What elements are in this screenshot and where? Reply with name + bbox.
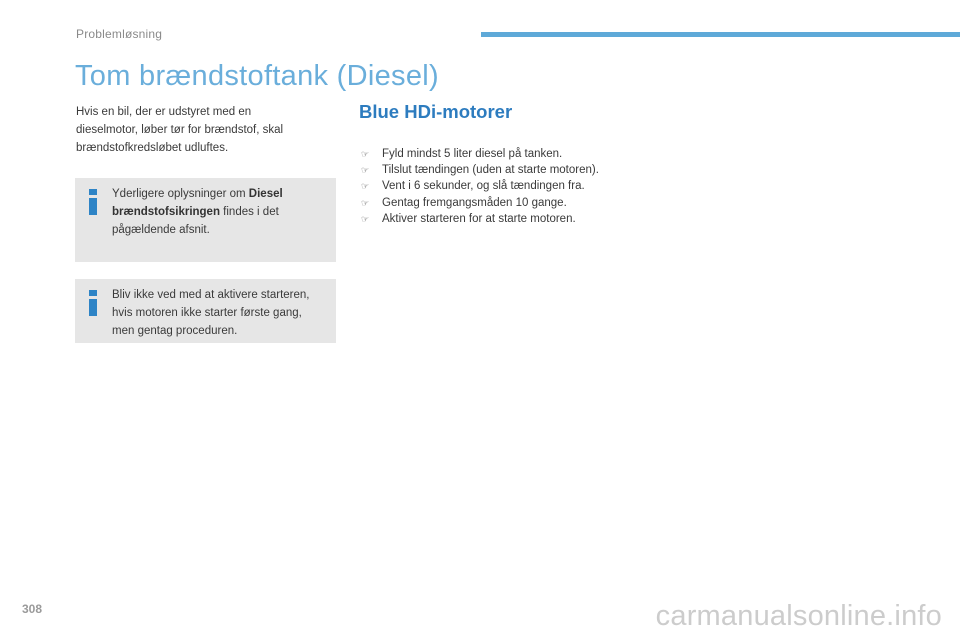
pointing-hand-icon: ☞ (361, 149, 370, 159)
list-item: ☞ Vent i 6 sekunder, og slå tændingen fra. (361, 178, 599, 194)
list-item: ☞ Tilslut tændingen (uden at starte motoren). (361, 162, 599, 178)
info-text: Yderligere oplysninger om Diesel brændstofsikringen findes i det pågældende afsnit. (112, 188, 283, 236)
info-icon (89, 189, 97, 215)
pointing-hand-icon: ☞ (361, 181, 370, 192)
pointing-hand-icon: ☞ (361, 197, 370, 208)
info-text-bold: Diesel brændstofsikringen (112, 188, 283, 218)
page-title: Tom brændstoftank (Diesel) (75, 60, 439, 92)
info-box-starter (75, 279, 336, 343)
steps-list (361, 146, 599, 227)
section-heading: Blue HDi-motorer (359, 101, 513, 122)
page-number: 308 (22, 602, 43, 616)
header-bar (481, 32, 960, 37)
info-text: Bliv ikke ved med at aktivere starteren, hvis motoren ikke starter første gang, men gentag proceduren. (112, 289, 310, 337)
intro-paragraph: Hvis en bil, der er udstyret med en dieselmotor, løber tør for brændstof, skal brændstofkredsløbet udluftes. (76, 106, 284, 154)
list-item: ☞ Aktiver starteren for at starte motoren. (361, 211, 599, 227)
section-label: Problemløsning (76, 27, 163, 41)
watermark: carmanualsonline.info (655, 600, 942, 632)
list-item: ☞ Fyld mindst 5 liter diesel på tanken. (361, 146, 599, 162)
list-item: ☞ Gentag fremgangsmåden 10 gange. (361, 195, 599, 211)
pointing-hand-icon: ☞ (361, 213, 370, 224)
info-box-fuel-cutoff (75, 178, 336, 262)
pointing-hand-icon: ☞ (361, 165, 370, 176)
info-icon (89, 290, 97, 316)
